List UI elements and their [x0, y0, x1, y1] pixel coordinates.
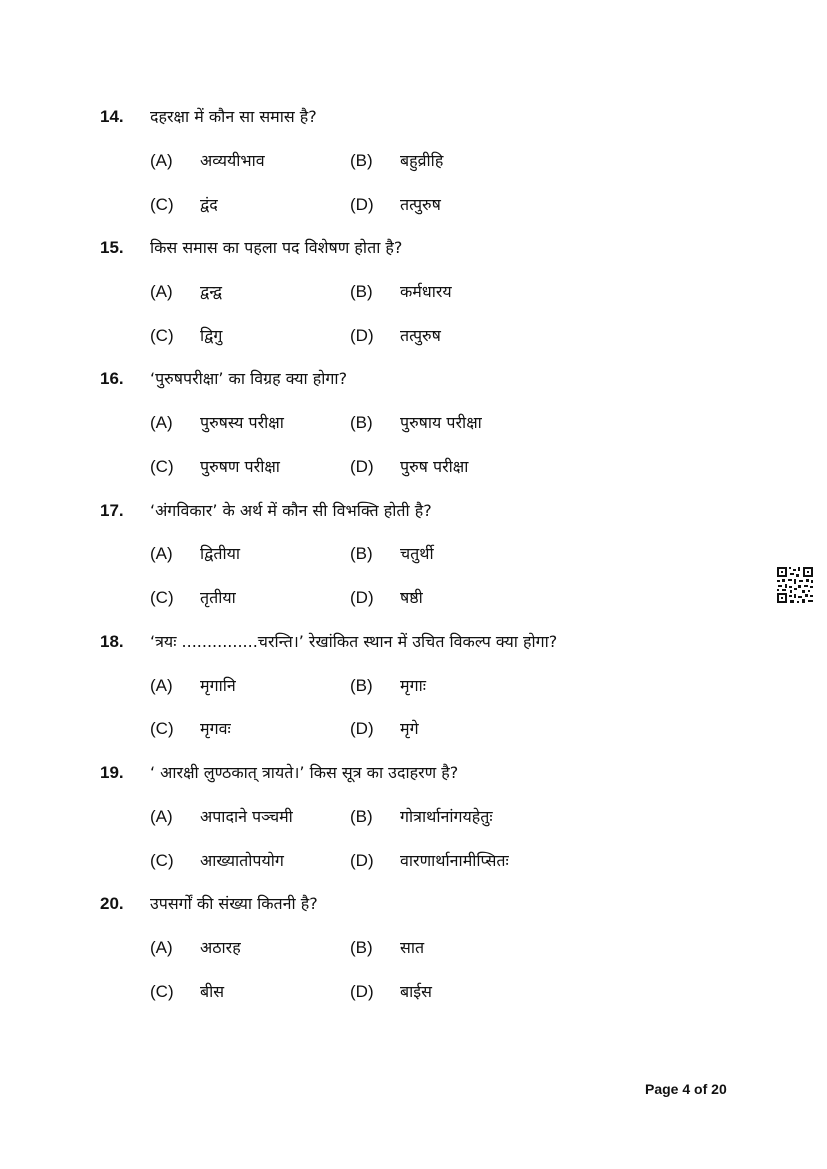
option-text: तत्पुरुष: [400, 195, 441, 214]
option-label: (A): [150, 151, 173, 170]
option-c: [150, 587, 236, 609]
option-label: (A): [150, 807, 173, 826]
page-footer: [645, 1081, 727, 1097]
option-text: कर्मधारय: [400, 282, 452, 301]
option-c: [150, 194, 218, 216]
option-a: [150, 543, 240, 565]
option-label: (B): [350, 282, 373, 301]
question-text: ‘ आरक्षी लुण्ठकात् त्रायते।’ किस सूत्र का उदाहरण है?: [150, 763, 459, 782]
option-label: (D): [350, 588, 374, 607]
option-text: अपादाने पञ्चमी: [200, 807, 293, 826]
option-c: [150, 850, 284, 872]
option-label: (B): [350, 413, 373, 432]
option-text: सात: [400, 938, 425, 957]
option-label: (B): [350, 676, 373, 695]
question-number: 19.: [100, 763, 124, 782]
question-number: 20.: [100, 894, 124, 913]
current-page: 4: [682, 1081, 691, 1097]
option-d: [350, 718, 419, 740]
option-label: (C): [150, 326, 174, 345]
question-number: 18.: [100, 632, 124, 651]
question-text: उपसर्गों की संख्या कितनी है?: [150, 894, 318, 913]
option-b: [350, 675, 426, 697]
option-a: [150, 806, 293, 828]
option-text: अठारह: [200, 938, 241, 957]
option-text: तृतीया: [200, 588, 236, 607]
option-text: द्विगु: [200, 326, 223, 345]
option-text: पुरुषस्य परीक्षा: [200, 413, 284, 432]
option-b: [350, 937, 424, 959]
option-text: आख्यातोपयोग: [200, 851, 284, 870]
option-text: वारणार्थानामीप्सितः: [400, 851, 509, 870]
option-label: (D): [350, 326, 374, 345]
option-label: (C): [150, 851, 174, 870]
option-label: (C): [150, 195, 174, 214]
option-b: [350, 543, 434, 565]
option-label: (A): [150, 544, 173, 563]
option-b: [350, 150, 443, 172]
option-text: द्वन्द्व: [200, 282, 222, 301]
option-b: [350, 281, 452, 303]
option-label: (B): [350, 938, 373, 957]
option-text: पुरुषाय परीक्षा: [400, 413, 482, 432]
option-label: (C): [150, 719, 174, 738]
option-d: [350, 456, 468, 478]
option-text: पुरुष परीक्षा: [400, 457, 469, 476]
option-text: मृगवः: [200, 719, 231, 738]
footer-separator: of: [690, 1081, 712, 1097]
option-b: [350, 806, 493, 828]
option-a: [150, 281, 222, 303]
option-text: मृगानि: [200, 676, 236, 695]
option-text: द्वितीया: [200, 544, 241, 563]
option-label: (C): [150, 982, 174, 1001]
option-label: (B): [350, 151, 373, 170]
option-c: [150, 981, 224, 1003]
option-label: (D): [350, 719, 374, 738]
option-c: [150, 456, 280, 478]
option-label: (C): [150, 588, 174, 607]
question-number: 14.: [100, 107, 124, 126]
option-text: मृगे: [400, 719, 419, 738]
option-label: (A): [150, 938, 173, 957]
option-label: (A): [150, 282, 173, 301]
option-d: [350, 194, 441, 216]
option-label: (D): [350, 851, 374, 870]
option-text: पुरुषण परीक्षा: [200, 457, 280, 476]
option-c: [150, 325, 222, 347]
option-text: चतुर्थी: [400, 544, 434, 563]
option-label: (A): [150, 413, 173, 432]
option-d: [350, 325, 441, 347]
option-a: [150, 412, 284, 434]
question-number: 15.: [100, 238, 124, 257]
option-text: तत्पुरुष: [400, 326, 441, 345]
option-label: (B): [350, 807, 373, 826]
option-a: [150, 937, 241, 959]
question-number: 17.: [100, 501, 124, 520]
option-label: (A): [150, 676, 173, 695]
option-label: (D): [350, 195, 374, 214]
option-a: [150, 150, 265, 172]
option-text: बहुव्रीहि: [400, 151, 444, 170]
option-text: अव्ययीभाव: [200, 151, 265, 170]
option-label: (B): [350, 544, 373, 563]
total-pages: 20: [711, 1081, 727, 1097]
question-text: किस समास का पहला पद विशेषण होता है?: [150, 238, 403, 257]
option-label: (C): [150, 457, 174, 476]
option-text: गोत्रार्थानांगयहेतुः: [400, 807, 493, 826]
option-c: [150, 718, 231, 740]
option-d: [350, 850, 509, 872]
option-d: [350, 587, 423, 609]
option-b: [350, 412, 482, 434]
option-text: द्वंद: [200, 195, 218, 214]
question-text: ‘त्रयः ...............चरन्ति।’ रेखांकित स्थान में उचित विकल्प क्या होगा?: [150, 632, 558, 651]
footer-prefix: Page: [645, 1081, 683, 1097]
option-text: मृगाः: [400, 676, 426, 695]
option-a: [150, 675, 236, 697]
question-number: 16.: [100, 369, 124, 388]
qr-code-icon: [776, 566, 814, 604]
option-text: बाईस: [400, 982, 432, 1001]
question-text: दहरक्षा में कौन सा समास है?: [150, 107, 317, 126]
option-d: [350, 981, 432, 1003]
option-label: (D): [350, 457, 374, 476]
question-text: ‘अंगविकार’ के अर्थ में कौन सी विभक्ति होती है?: [150, 501, 432, 520]
question-text: ‘पुरुषपरीक्षा’ का विग्रह क्या होगा?: [150, 369, 348, 388]
option-label: (D): [350, 982, 374, 1001]
option-text: बीस: [200, 982, 225, 1001]
option-text: षष्ठी: [400, 588, 423, 607]
